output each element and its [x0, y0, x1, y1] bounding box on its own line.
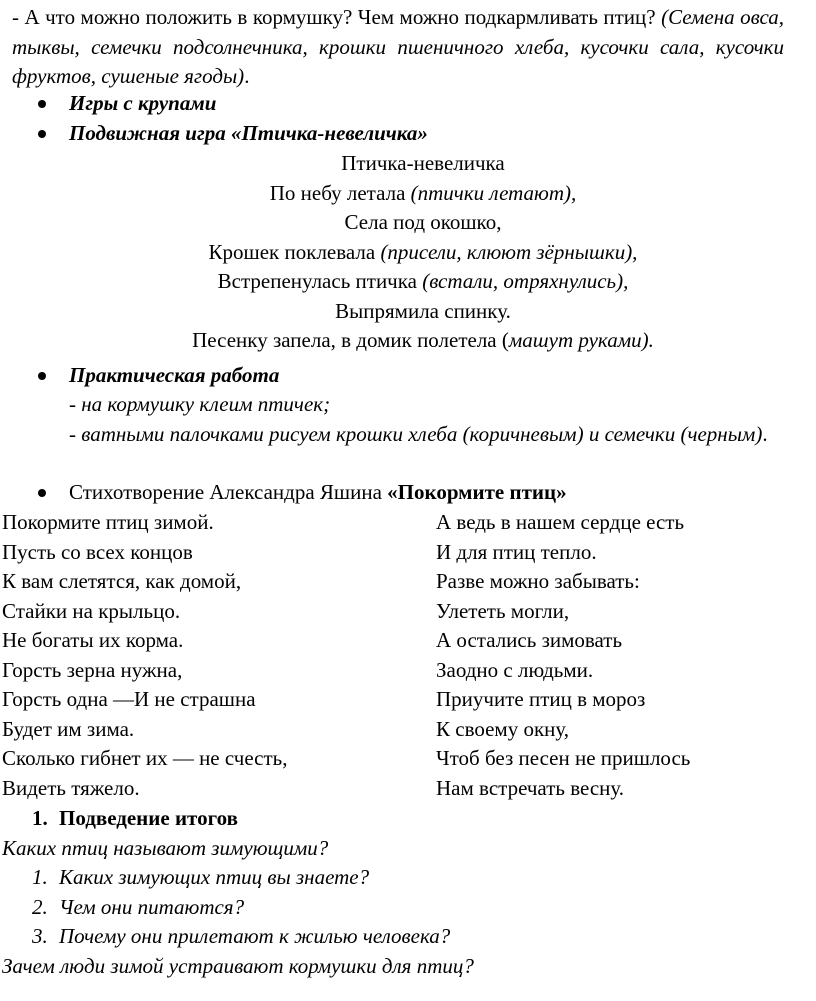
game-poem-line: Песенку запела, в домик полетела (машут руками).: [192, 328, 654, 352]
poem-line: Будет им зима.: [2, 716, 135, 741]
poem-line: Разве можно забывать:: [436, 569, 640, 593]
bullet-practical: Практическая работа: [69, 363, 280, 387]
poem-line: К вам слетятся, как домой,: [2, 569, 242, 593]
summary-question-number: 2.: [32, 895, 48, 919]
poem-line: Улететь могли,: [436, 598, 570, 623]
poem-line: Чтоб без песен не пришлось: [436, 746, 691, 770]
poem-right-column: [436, 508, 690, 803]
poem-line: Покормите птиц зимой.: [2, 510, 214, 534]
bullet-mobile-game: Подвижная игра «Птичка-невеличка»: [69, 121, 428, 145]
practical-item-1: - на кормушку клеим птичек;: [69, 392, 331, 416]
poem-line: А ведь в нашем сердце есть: [436, 510, 685, 534]
game-poem-line: Села под окошко,: [344, 210, 502, 234]
poem-left-column: [2, 508, 288, 803]
intro-paragraph: [12, 3, 784, 92]
summary-question-intro: Каких птиц называют зимующими?: [2, 836, 329, 860]
summary-question: Каких зимующих птиц вы знаете?: [59, 865, 370, 889]
game-poem-line: Встрепенулась птичка (встали, отряхнулись),: [217, 269, 629, 293]
summary-number: 1.: [32, 806, 48, 830]
poem-line: К своему окну,: [436, 716, 570, 741]
summary-question-number: 1.: [32, 865, 48, 889]
summary-heading: Подведение итогов: [59, 806, 238, 830]
intro-answer: (Семена овса, тыквы, семечки подсолнечника, крошки пшеничного хлеба, кусочки сала, кусочки фруктов, сушеные ягоды): [12, 5, 785, 88]
bullet-icon: [38, 130, 46, 138]
bullet-poem: Стихотворение Александра Яшина «Покормите птиц»: [69, 480, 567, 504]
game-poem-line: Птичка-невеличка: [341, 151, 505, 175]
summary-question-number: 3.: [32, 924, 48, 948]
bullet-games: Игры с крупами: [69, 91, 217, 115]
game-poem-line: Крошек поклевала (присели, клюют зёрнышки),: [208, 240, 638, 264]
poem-line: Нам встречать весну.: [436, 775, 625, 800]
game-poem-line: Выпрямила спинку.: [335, 299, 511, 323]
game-poem-line: По небу летала (птички летают),: [269, 181, 577, 205]
poem-line: Видеть тяжело.: [2, 775, 140, 800]
poem-line: А остались зимовать: [436, 628, 623, 652]
poem-line: Пусть со всех концов: [2, 539, 193, 564]
bullet-icon: [38, 489, 46, 497]
intro-end: .: [244, 64, 250, 88]
bullet-icon: [38, 100, 46, 108]
poem-line: Стайки на крыльцо.: [2, 598, 181, 623]
practical-item-2: - ватными палочками рисуем крошки хлеба (коричневым) и семечки (черным).: [69, 422, 768, 446]
bullet-icon: [38, 372, 46, 380]
poem-line: И для птиц тепло.: [436, 539, 597, 564]
poem-line: Горсть одна —И не страшна: [2, 687, 256, 711]
intro-question: - А что можно положить в кормушку? Чем можно подкармливать птиц?: [12, 5, 662, 29]
poem-line: Сколько гибнет их — не счесть,: [2, 746, 288, 770]
summary-question: Чем они питаются?: [59, 895, 245, 919]
poem-line: Приучите птиц в мороз: [436, 687, 646, 711]
poem-line: Горсть зерна нужна,: [2, 657, 183, 682]
summary-final-question: Зачем люди зимой устраивают кормушки для птиц?: [2, 954, 474, 978]
poem-line: Не богаты их корма.: [2, 628, 184, 652]
summary-question: Почему они прилетают к жилью человека?: [59, 924, 451, 948]
poem-line: Заодно с людьми.: [436, 657, 594, 682]
